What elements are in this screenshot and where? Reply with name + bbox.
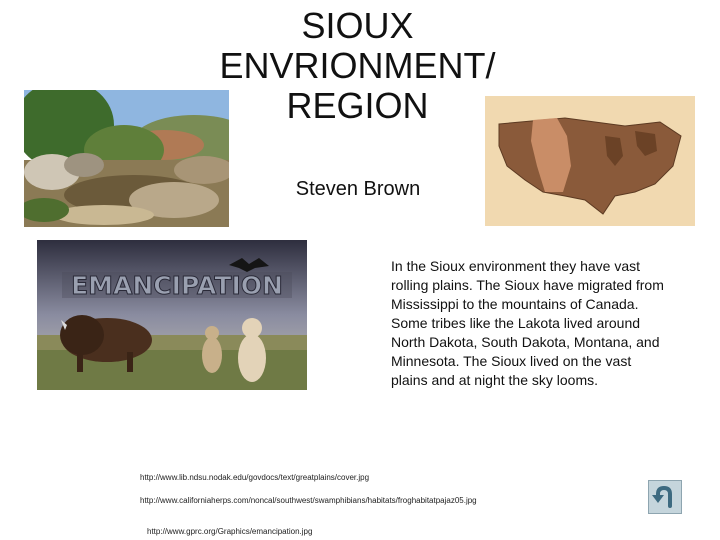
return-arrow-icon — [649, 481, 681, 513]
body-paragraph: In the Sioux environment they have vast rolling plains. The Sioux have migrated from Mississippi to the mountains of Canada. Some tribes like the Lakota lived around North Dakota, South Dakota, Montana, and Minnesota. The Sioux lived on the vast plains and at night the sky looms. — [391, 258, 664, 388]
title-line-2: ENVRIONMENT/ — [219, 45, 496, 86]
image-source-link-3[interactable]: http://www.gprc.org/Graphics/emancipation.jpg — [147, 527, 313, 536]
slide-title — [190, 6, 525, 126]
emancipation-banner: EMANCIPATION — [71, 271, 283, 300]
return-button[interactable] — [648, 480, 682, 514]
image-source-link-1[interactable]: http://www.lib.ndsu.nodak.edu/govdocs/text/greatplains/cover.jpg — [140, 473, 370, 482]
prairie-dog-right-icon — [238, 318, 266, 382]
great-plains-map — [485, 96, 695, 226]
image-source-link-2[interactable]: http://www.californiaherps.com/noncal/southwest/swamphibians/habitats/froghabitatpajaz05.jpg — [140, 496, 477, 505]
title-line-1: SIOUX — [301, 5, 414, 46]
emancipation-collage-image — [37, 240, 307, 390]
author-name: Steven Brown — [295, 178, 421, 200]
desert-creek-photo — [24, 90, 229, 227]
title-line-3: REGION — [286, 85, 429, 126]
